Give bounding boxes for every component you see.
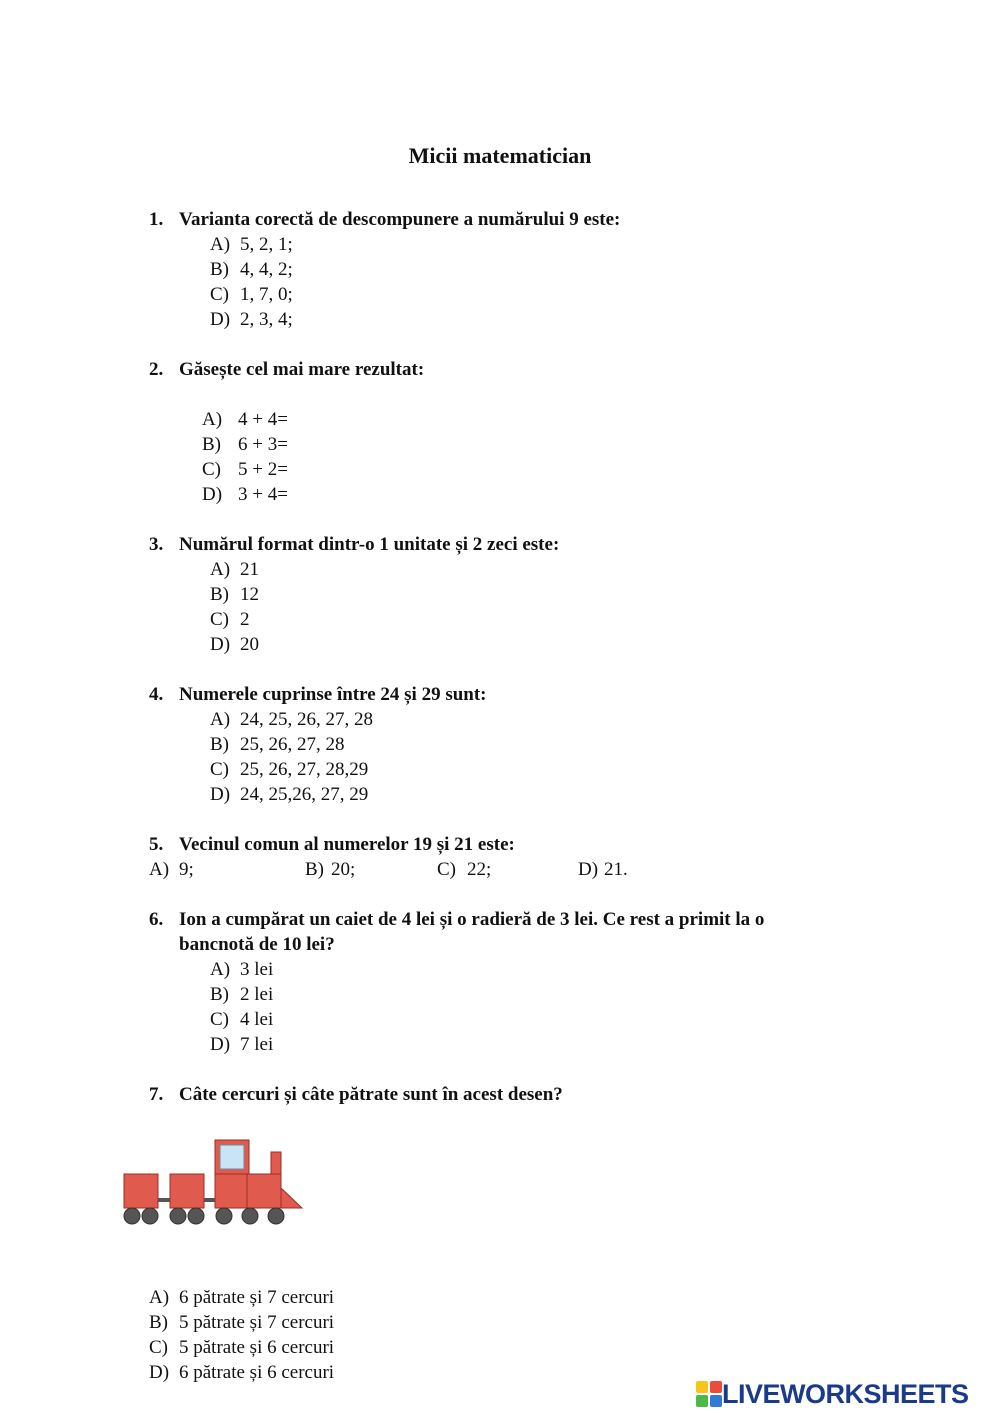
option-letter: D) [210, 1034, 231, 1055]
option-letter: D) [202, 484, 223, 505]
train-wheel [188, 1208, 204, 1224]
question-text: Vecinul comun al numerelor 19 și 21 este: [179, 834, 515, 855]
option-text[interactable]: 2, 3, 4; [240, 309, 293, 330]
option-letter: D) [210, 784, 231, 805]
option-letter: A) [210, 559, 231, 580]
option-text[interactable]: 24, 25,26, 27, 29 [240, 784, 369, 805]
question-text-continued: bancnotă de 10 lei? [179, 934, 335, 955]
option-text[interactable]: 6 + 3= [238, 434, 288, 455]
option-text[interactable]: 6 pătrate și 7 cercuri [179, 1287, 335, 1308]
option-text[interactable]: 2 [240, 609, 250, 630]
option-letter: D) [149, 1362, 170, 1383]
option-letter: A) [149, 1287, 170, 1308]
question-number: 2. [149, 359, 164, 380]
option-text[interactable]: 5 pătrate și 7 cercuri [179, 1312, 335, 1333]
option-text[interactable]: 2 lei [240, 984, 274, 1005]
question-number: 3. [149, 534, 164, 555]
train-wagon-1 [124, 1174, 158, 1208]
option-text[interactable]: 6 pătrate și 6 cercuri [179, 1362, 335, 1383]
liveworksheets-logo[interactable] [696, 1378, 969, 1410]
train-wheel [242, 1208, 258, 1224]
train-wheel [124, 1208, 140, 1224]
liveworksheets-logo-icon [696, 1381, 722, 1407]
liveworksheets-logo-text: LIVEWORKSHEETS [722, 1379, 969, 1409]
option-text[interactable]: 5 + 2= [238, 459, 288, 480]
train-nose [281, 1188, 302, 1208]
option-text[interactable]: 7 lei [240, 1034, 274, 1055]
question-number: 6. [149, 909, 164, 930]
option-text[interactable]: 12 [240, 584, 259, 605]
train-coupler [158, 1198, 170, 1202]
option-letter: C) [210, 759, 229, 780]
option-text[interactable]: 4 lei [240, 1009, 274, 1030]
train-coupler [204, 1198, 215, 1202]
option-letter: C) [437, 859, 456, 880]
option-letter: B) [210, 584, 229, 605]
option-letter: B) [210, 984, 229, 1005]
question-number: 4. [149, 684, 164, 705]
option-text[interactable]: 1, 7, 0; [240, 284, 293, 305]
option-text[interactable]: 24, 25, 26, 27, 28 [240, 709, 373, 730]
train-body-right [247, 1174, 281, 1208]
option-text[interactable]: 25, 26, 27, 28,29 [240, 759, 369, 780]
option-letter: D) [210, 634, 231, 655]
option-letter: B) [149, 1312, 168, 1333]
question-text: Ion a cumpărat un caiet de 4 lei și o radieră de 3 lei. Ce rest a primit la o [179, 909, 765, 930]
option-text[interactable]: 5, 2, 1; [240, 234, 293, 255]
question-number: 5. [149, 834, 164, 855]
option-text[interactable]: 4, 4, 2; [240, 259, 293, 280]
option-letter: B) [202, 434, 221, 455]
option-letter: A) [202, 409, 223, 430]
question-text: Găsește cel mai mare rezultat: [179, 359, 425, 380]
option-letter: C) [210, 284, 229, 305]
option-letter: C) [149, 1337, 168, 1358]
train-drawing [122, 1136, 306, 1228]
option-letter: D) [578, 859, 599, 880]
option-text[interactable]: 20; [331, 859, 356, 880]
train-wheel [216, 1208, 232, 1224]
option-letter: B) [305, 859, 324, 880]
option-letter: B) [210, 259, 229, 280]
option-text[interactable]: 20 [240, 634, 259, 655]
train-chimney [271, 1152, 281, 1174]
option-letter: A) [149, 859, 170, 880]
question-text: Varianta corectă de descompunere a numărului 9 este: [179, 209, 621, 230]
option-text[interactable]: 25, 26, 27, 28 [240, 734, 345, 755]
question-text: Numărul format dintr-o 1 unitate și 2 zeci este: [179, 534, 560, 555]
train-wheel [142, 1208, 158, 1224]
option-text[interactable]: 9; [179, 859, 194, 880]
option-letter: C) [210, 1009, 229, 1030]
option-text[interactable]: 22; [467, 859, 492, 880]
option-text[interactable]: 21 [240, 559, 259, 580]
option-letter: D) [210, 309, 231, 330]
train-wagon-2 [170, 1174, 204, 1208]
train-wheel [170, 1208, 186, 1224]
train-body-left [215, 1174, 247, 1208]
option-letter: A) [210, 234, 231, 255]
option-text[interactable]: 3 + 4= [238, 484, 288, 505]
option-text[interactable]: 4 + 4= [238, 409, 288, 430]
page-title: Micii matematician [408, 143, 592, 168]
question-text: Numerele cuprinse între 24 și 29 sunt: [179, 684, 487, 705]
question-number: 1. [149, 209, 164, 230]
option-letter: A) [210, 709, 231, 730]
option-letter: C) [210, 609, 229, 630]
option-text[interactable]: 21. [604, 859, 628, 880]
option-text[interactable]: 3 lei [240, 959, 274, 980]
train-window [220, 1145, 244, 1169]
option-text[interactable]: 5 pătrate și 6 cercuri [179, 1337, 335, 1358]
question-text: Câte cercuri și câte pătrate sunt în acest desen? [179, 1084, 563, 1105]
option-letter: B) [210, 734, 229, 755]
option-letter: C) [202, 459, 221, 480]
question-number: 7. [149, 1084, 164, 1105]
option-letter: A) [210, 959, 231, 980]
train-wheel [268, 1208, 284, 1224]
